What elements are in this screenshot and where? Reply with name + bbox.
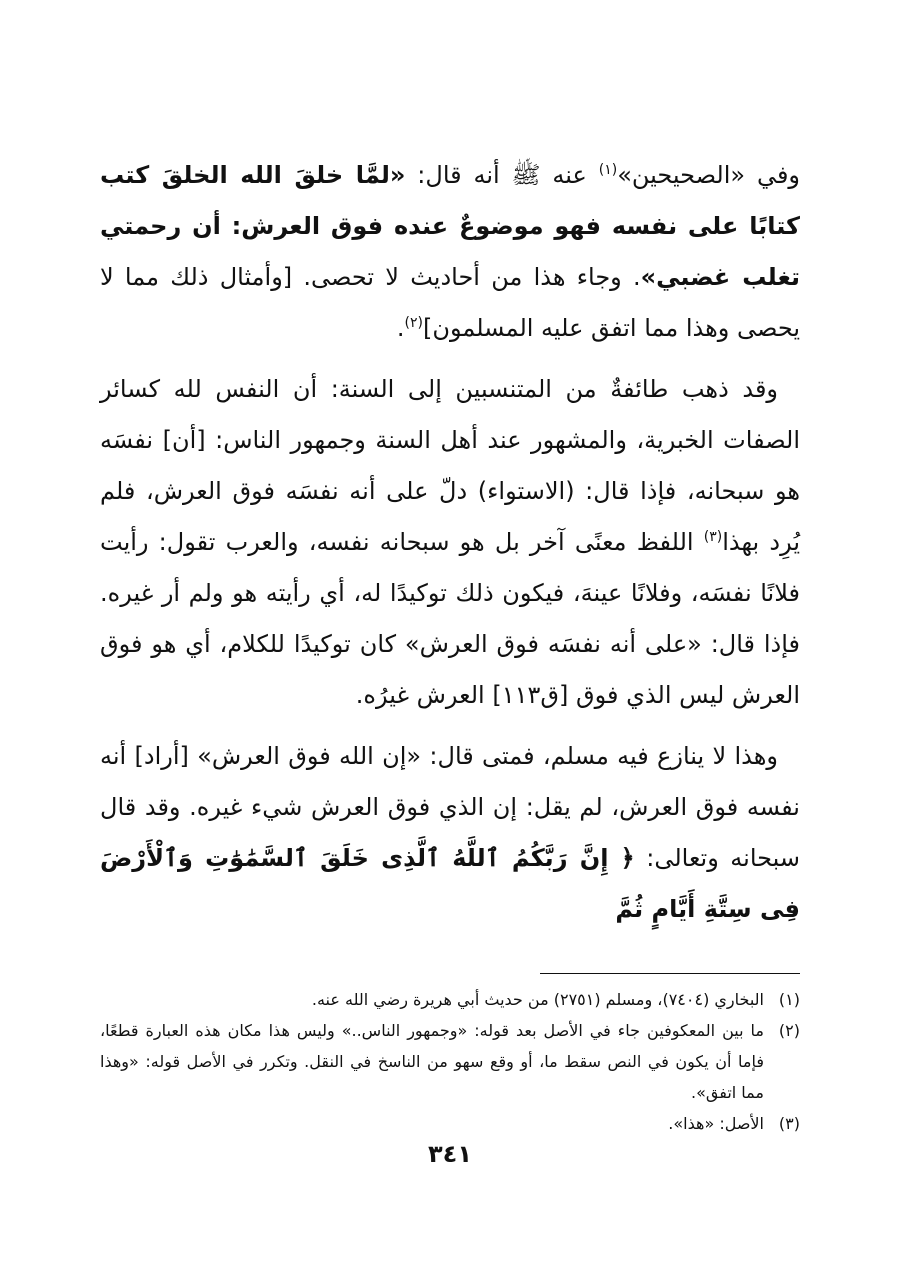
footnote-separator [540, 973, 800, 974]
footnote-ref-2: (٢) [404, 315, 423, 331]
paragraph-2 [100, 364, 800, 721]
paragraph-1-segment: عنه ﷺ أنه قال: [405, 161, 599, 189]
paragraph-2-segment: وقد ذهب طائفةٌ من المتنسبين إلى السنة: أن النفس لله كسائر الصفات الخبرية، والمشهور عند أهل السنة وجمهور الناس: [أن] نفسَه هو سبحانه، فإذا قال: (الاستواء) دلّ على أنه نفسَه فوق العرش، فلم يُرِد بهذا [100, 375, 800, 556]
paragraph-1-segment: . [396, 314, 405, 342]
footnote-ref-1: (١) [598, 162, 618, 178]
paragraph-1 [100, 150, 800, 354]
hadith-quote: «لمَّا خلقَ الله الخلقَ كتب كتابًا على نفسه فهو موضوعٌ عنده فوق العرش: أن رحمتي تغلب غضبي» [100, 161, 800, 291]
footnote-text: البخاري (٧٤٠٤)، ومسلم (٢٧٥١) من حديث أبي هريرة رضي الله عنه. [311, 990, 764, 1009]
footnote-text: ما بين المعكوفين جاء في الأصل بعد قوله: «وجمهور الناس..» وليس هذا مكان هذه العبارة قطعًا، فإما أن يكون في النص سقط ما، أو وقع سهو من الناسخ في النقل. وتكرر في الأصل قوله: «وهذا مما اتفق». [100, 1021, 764, 1102]
paragraph-1-segment: . وجاء هذا من أحاديث لا تحصى. [وأمثال ذلك مما لا يحصى وهذا مما اتفق عليه المسلمون] [100, 263, 800, 342]
footnote-ref-3: (٣) [703, 529, 723, 545]
footnote-2 [100, 1015, 800, 1108]
footnote-number: (١) [778, 990, 800, 1009]
footnote-number: (٢) [778, 1021, 800, 1040]
paragraph-3 [100, 731, 800, 935]
footnotes [100, 984, 800, 1139]
paragraph-1-segment: وفي «الصحيحين» [617, 161, 801, 189]
page-number: ٣٤١ [428, 1140, 472, 1168]
paragraph-2-segment: اللفظ معنًى آخر بل هو سبحانه نفسه، والعرب تقول: رأيت فلانًا نفسَه، وفلانًا عينهَ، فيكون ذلك توكيدًا له، أي رأيته هو ولم أر غيره. فإذا قال: «على أنه نفسَه فوق العرش» كان توكيدًا للكلام، أي هو فوق العرش ليس الذي فوق [ق١١٣] العرش غيرُه. [100, 528, 800, 709]
footnote-1 [100, 984, 800, 1015]
quran-verse: ﴿ إِنَّ رَبَّكُمُ ٱللَّهُ ٱلَّذِى خَلَقَ ٱلسَّمَٰوَٰتِ وَٱلْأَرْضَ فِى سِتَّةِ أَيَّامٍ ثُمَّ [100, 844, 800, 923]
page-content [100, 150, 800, 1139]
main-text [100, 150, 800, 935]
footnote-3 [100, 1108, 800, 1139]
footnote-number: (٣) [778, 1114, 800, 1133]
footnote-text: الأصل: «هذا». [668, 1114, 764, 1133]
paragraph-3-segment: وهذا لا ينازع فيه مسلم، فمتى قال: «إن الله فوق العرش» [أراد] أنه نفسه فوق العرش، لم يقل: إن الذي فوق العرش شيء غيره. وقد قال سبحانه وتعالى: [100, 742, 800, 872]
